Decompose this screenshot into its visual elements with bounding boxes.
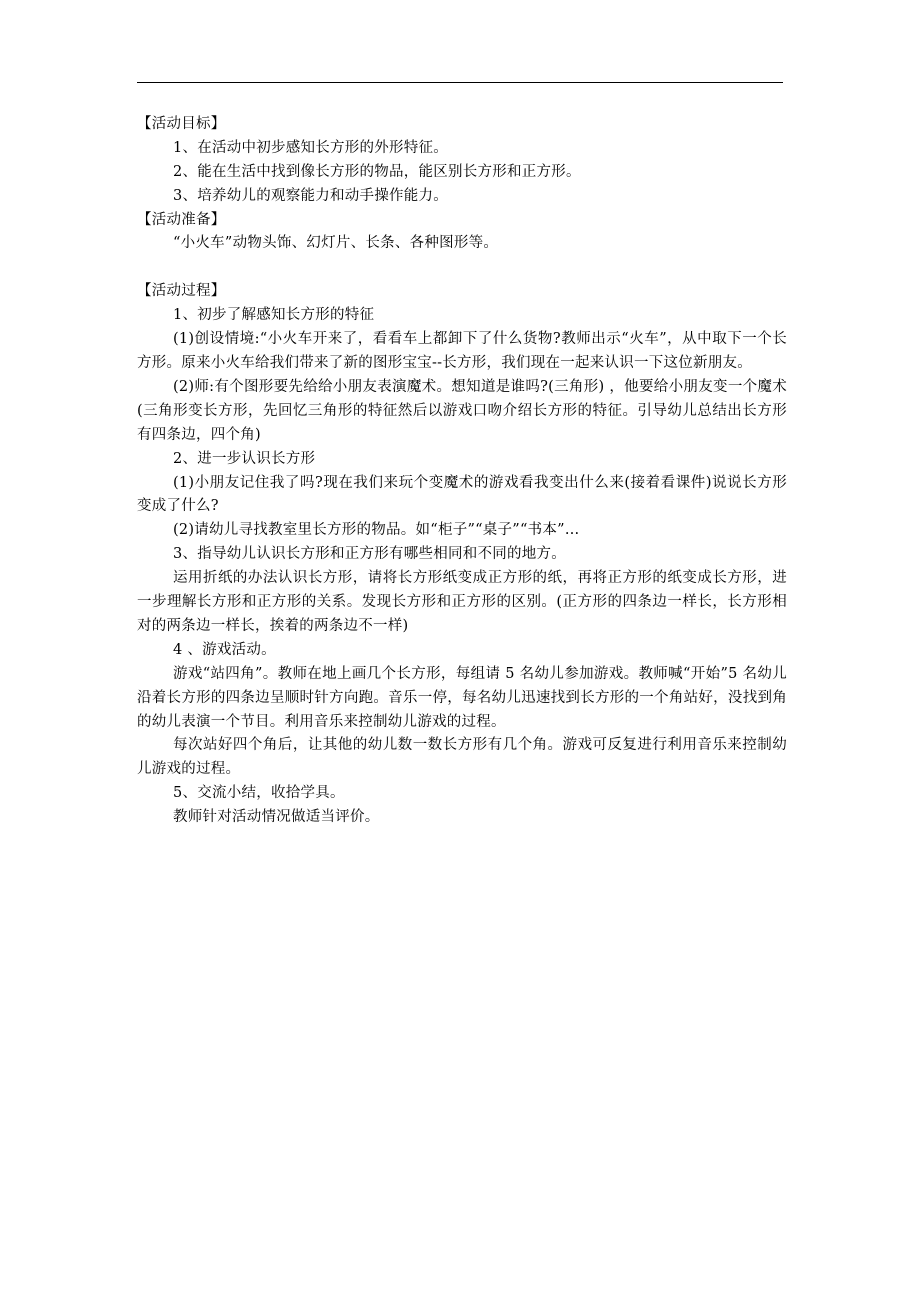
- step1-paragraph-2: [137, 376, 787, 448]
- step1-paragraph-1: [137, 328, 787, 376]
- step1-title: 1、初步了解感知长方形的特征: [173, 307, 375, 324]
- process-title: 【活动过程】: [137, 283, 226, 300]
- spacer: [137, 256, 787, 280]
- step4-paragraph-2: [137, 734, 787, 782]
- step4-paragraph-1-text: 游戏“站四角”。教师在地上画几个长方形，每组请 5 名幼儿参加游戏。教师喊“开始”5 名幼儿沿着长方形的四条边呈顺时针方向跑。音乐一停，每名幼儿迅速找到长方形的一个角站好，没找到角的幼儿表演一个节目。利用音乐来控制幼儿游戏的过程。: [137, 665, 787, 730]
- step3-paragraph-1: [137, 567, 787, 639]
- goal-item-2: 2、能在生活中找到像长方形的物品，能区别长方形和正方形。: [173, 163, 581, 180]
- step5-paragraph-1: 教师针对活动情况做适当评价。: [173, 809, 380, 826]
- document-body: [137, 113, 787, 830]
- prep-title: 【活动准备】: [137, 211, 226, 228]
- step4-title: 4 、游戏活动。: [173, 641, 276, 658]
- step4-paragraph-1: [137, 663, 787, 735]
- step2-paragraph-1-text: (1)小朋友记住我了吗?现在我们来玩个变魔术的游戏看我变出什么来(接着看课件)说说长方形变成了什么?: [137, 474, 787, 515]
- step5-title: 5、交流小结，收拾学具。: [173, 785, 345, 802]
- step4-paragraph-2-text: 每次站好四个角后，让其他的幼儿数一数长方形有几个角。游戏可反复进行利用音乐来控制幼儿游戏的过程。: [137, 737, 787, 778]
- header-rule: [137, 82, 783, 83]
- step1-paragraph-2-text: (2)师:有个图形要先给给小朋友表演魔术。想知道是谁吗?(三角形) ，他要给小朋友变一个魔术(三角形变长方形，先回忆三角形的特征然后以游戏口吻介绍长方形的特征。引导幼儿总结出长方形有四条边，四个角): [137, 378, 787, 443]
- step3-title: 3、指导幼儿认识长方形和正方形有哪些相同和不同的地方。: [173, 546, 566, 563]
- step2-paragraph-2: (2)请幼儿寻找教室里长方形的物品。如“柜子”“桌子”“书本”…: [173, 522, 580, 539]
- prep-text: “小火车”动物头饰、幻灯片、长条、各种图形等。: [173, 235, 499, 252]
- step2-title: 2、进一步认识长方形: [173, 450, 316, 467]
- step2-paragraph-1: [137, 472, 787, 520]
- goal-item-1: 1、在活动中初步感知长方形的外形特征。: [173, 139, 448, 156]
- step3-paragraph-1-text: 运用折纸的办法认识长方形，请将长方形纸变成正方形的纸，再将正方形的纸变成长方形，进一步理解长方形和正方形的关系。发现长方形和正方形的区别。(正方形的四条边一样长，长方形相对的两条边一样长，挨着的两条边不一样): [137, 570, 787, 634]
- goal-title: 【活动目标】: [137, 116, 226, 132]
- goal-item-3: 3、培养幼儿的观察能力和动手操作能力。: [173, 187, 448, 204]
- step1-paragraph-1-text: (1)创设情境:“小火车开来了，看看车上都卸下了什么货物?教师出示“火车”，从中取下一个长方形。原来小火车给我们带来了新的图形宝宝--长方形，我们现在一起来认识一下这位新朋友。: [137, 331, 787, 372]
